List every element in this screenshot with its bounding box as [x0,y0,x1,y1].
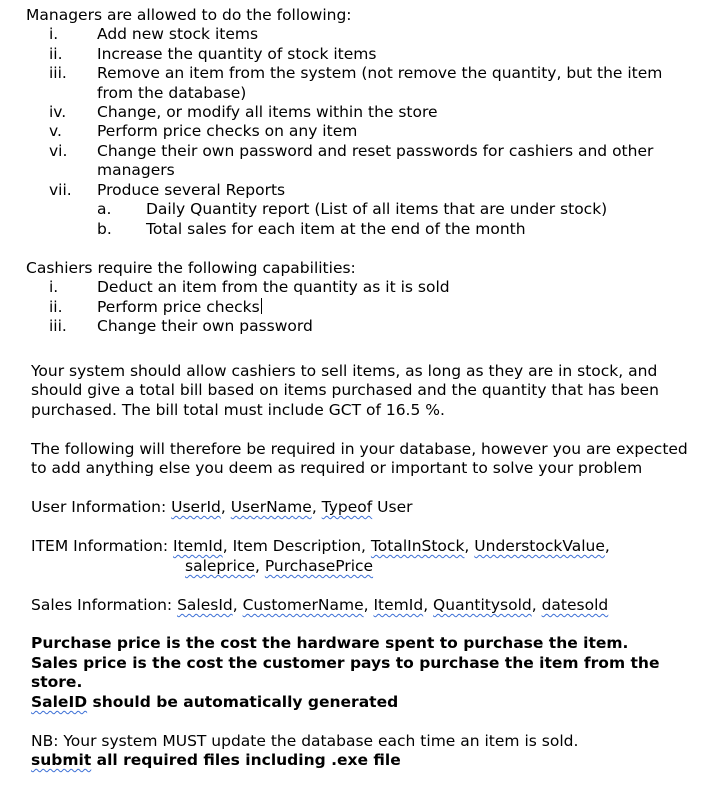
cashiers-intro: Cashiers require the following capabilities: [26,259,356,277]
sublist-marker: a. [97,200,112,218]
field-name: ItemId [173,537,223,555]
managers-intro: Managers are allowed to do the following: [26,6,352,24]
field-name: , Item Description, [222,537,371,555]
sales-price-note-continuation: store. [31,673,83,691]
list-marker: i. [49,25,59,43]
nb-note: NB: Your system MUST update the database each time an item is sold. [31,732,579,750]
sales-information-line [31,596,608,616]
field-label: ITEM Information: [31,537,174,555]
separator: , [363,596,374,614]
separator: , [255,557,265,575]
separator: , [531,596,542,614]
list-item: Change, or modify all items within the store [97,103,438,121]
list-marker: v. [49,122,62,140]
purchase-price-note: Purchase price is the cost the hardware spent to purchase the item. [31,634,629,652]
list-marker: ii. [49,298,63,316]
submit-note-text: all required files including .exe file [91,751,401,769]
submit-word: submit [31,751,92,769]
field-name: Typeof [321,498,373,516]
item-information-continuation [185,557,373,577]
field-name: UnderstockValue [474,537,605,555]
field-name: PurchasePrice [264,557,374,575]
field-label: User Information: [31,498,172,516]
paragraph-line: The following will therefore be required in your database, however you are expected [31,440,688,458]
field-label: Sales Information: [31,596,178,614]
list-item: Perform price checks on any item [97,122,358,140]
paragraph-line: Your system should allow cashiers to sell items, as long as they are in stock, and [31,362,658,380]
separator: , [311,498,322,516]
sublist-item: Daily Quantity report (List of all items that are under stock) [146,200,608,218]
item-information-line [31,537,610,557]
list-item: Remove an item from the system (not remove the quantity, but the item [97,64,663,82]
list-item: Produce several Reports [97,181,286,199]
list-item: Add new stock items [97,25,259,43]
paragraph-line: purchased. The bill total must include GCT of 16.5 %. [31,401,445,419]
list-marker: i. [49,278,59,296]
field-name: saleprice [185,557,255,575]
list-marker: iv. [49,103,67,121]
list-item[interactable] [97,298,262,318]
list-item: Increase the quantity of stock items [97,45,377,63]
field-name: ItemId [373,596,424,614]
field-name: CustomerName [242,596,364,614]
text-cursor [261,298,262,314]
saleid-word: SaleID [31,693,88,711]
list-item: Change their own password [97,317,313,335]
separator: , [464,537,475,555]
field-name: Quantitysold [433,596,532,614]
user-information-line [31,498,412,518]
paragraph-line: should give a total bill based on items purchased and the quantity that has been [31,381,659,399]
list-item: Change their own password and reset passwords for cashiers and other [97,142,654,160]
list-marker: vi. [49,142,68,160]
paragraph-line: to add anything else you deem as required or important to solve your problem [31,459,643,477]
separator: , [423,596,434,614]
separator: , [232,596,243,614]
field-name: UserName [230,498,312,516]
sublist-item: Total sales for each item at the end of the month [146,220,526,238]
field-name: SalesId [177,596,233,614]
saleid-note [31,693,398,713]
list-item-text: Perform price checks [97,298,260,316]
separator: , [220,498,231,516]
list-item-continuation: managers [97,161,175,179]
submit-note [31,751,401,771]
saleid-note-text: should be automatically generated [87,693,399,711]
field-name: datesold [541,596,609,614]
sublist-marker: b. [97,220,112,238]
list-item-continuation: from the database) [97,84,247,102]
list-marker: iii. [49,64,67,82]
field-name: UserId [171,498,221,516]
field-name: User [372,498,413,516]
field-name: TotalInStock [370,537,465,555]
list-item: Deduct an item from the quantity as it is sold [97,278,450,296]
separator: , [604,537,610,555]
list-marker: vii. [49,181,72,199]
list-marker: iii. [49,317,67,335]
sales-price-note: Sales price is the cost the customer pays to purchase the item from the [31,654,660,672]
list-marker: ii. [49,45,63,63]
